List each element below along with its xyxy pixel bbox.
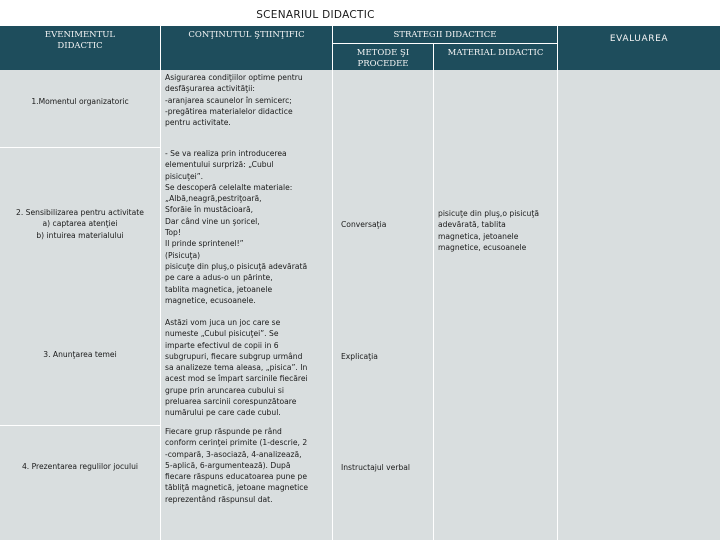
row-divider bbox=[0, 425, 161, 426]
method-verbal-instruction: Instructajul verbal bbox=[341, 463, 411, 472]
column-divider bbox=[332, 70, 333, 540]
header-strategies: STRATEGII DIDACTICE bbox=[333, 26, 557, 43]
document-title: SCENARIUL DIDACTIC bbox=[256, 9, 375, 21]
header-methods: METODE ŞI PROCEDEE bbox=[333, 44, 433, 70]
column-divider bbox=[160, 70, 161, 540]
event-game-rules: 4. Prezentarea regulilor jocului bbox=[21, 462, 139, 471]
row-divider bbox=[0, 147, 161, 148]
column-divider bbox=[433, 70, 434, 540]
method-explanation: Explicaţia bbox=[341, 352, 378, 361]
content-topic-announcement: Astăzi vom juca un joc care se numeste „Cubul pisicuţei”. Se imparte efectivul de copii in 6 subgrupuri, fiecare subgrup urmând sa analizeze tema aleasa, „pisica”. In acest mod se împart sarcinile fiecărei grupe prin aruncarea cubului si preluarea sarcinii corespunzătoare numărului pe care cade cubul. bbox=[165, 318, 308, 418]
event-sensitization: 2. Sensibilizarea pentru activitate a) captarea atenţiei b) intuirea materialului bbox=[16, 208, 144, 240]
method-conversation: Conversaţia bbox=[341, 220, 387, 229]
content-sensitization: - Se va realiza prin introducerea elementului surpriză: „Cubul pisicuţei”. Se descoperă celelalte materiale: „Albă,neagră,pestriţoară, Sforăie în mustăcioară, Dar când vine un şoricel, Top! Il prinde sprintenel!” (Pisicuţa) pisicuţe din pluş,o pisicuţă adevărată pe care a adus-o un părinte, tablita magnetica, jetoanele magnetice, ecusoanele. bbox=[165, 149, 308, 305]
event-organizational: 1.Momentul organizatoric bbox=[31, 97, 129, 106]
header-evaluation: EVALUAREA bbox=[558, 26, 720, 70]
event-topic-announcement: 3. Anunţarea temei bbox=[43, 350, 117, 359]
header-material: MATERIAL DIDACTIC bbox=[434, 44, 557, 70]
material-sensitization: pisicuţe din pluş,o pisicuţă adevărată, tablita magnetica, jetoanele magnetice, ecusoanele bbox=[438, 209, 539, 252]
header-events: EVENIMENTUL DIDACTIC bbox=[0, 26, 160, 70]
column-divider bbox=[557, 70, 558, 540]
content-organizational: Asigurarea condiţiilor optime pentru desfăşurarea activităţii: -aranjarea scaunelor în semicerc; -pregătirea materialelor didactice pentru activitate. bbox=[165, 73, 303, 128]
header-content: CONŢINUTUL ŞTIINŢIFIC bbox=[161, 26, 332, 70]
content-game-rules: Fiecare grup răspunde pe rând conform cerinţei primite (1-descrie, 2 -compară, 3-asociază, 4-analizează, 5-aplică, 6-argumentează). După fiecare răspuns educatoarea pune pe tăbliţă magnetică, jetoane magnetice reprezentând răspunsul dat. bbox=[165, 427, 309, 504]
